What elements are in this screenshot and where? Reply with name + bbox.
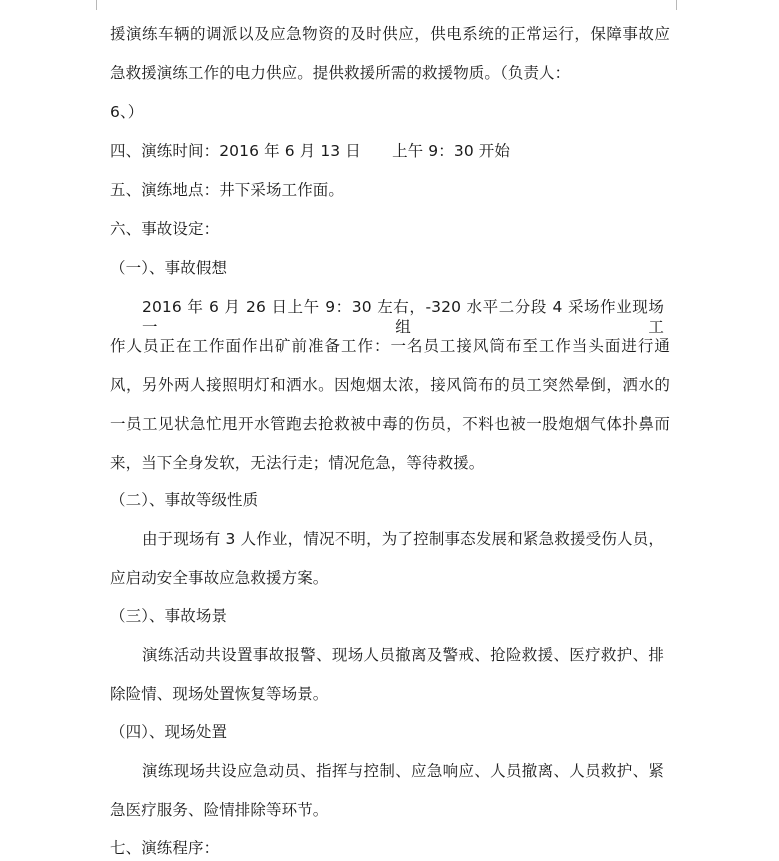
paragraph-line: 急医疗服务、险情排除等环节。 xyxy=(110,801,329,819)
section-heading-drill-time: 四、演练时间：2016 年 6 月 13 日 上午 9：30 开始 xyxy=(110,142,511,160)
section-heading-drill-procedure: 七、演练程序： xyxy=(110,839,220,857)
paragraph-line: 演练活动共设置事故报警、现场人员撤离及警戒、抢险救援、医疗救护、排 xyxy=(142,646,664,664)
paragraph-line: 援演练车辆的调派以及应急物资的及时供应，供电系统的正常运行，保障事故应 xyxy=(110,25,670,43)
paragraph-line: 演练现场共设应急动员、指挥与控制、应急响应、人员撤离、人员救护、紧 xyxy=(142,762,664,780)
paragraph-line: 一员工见状急忙甩开水管跑去抢救被中毒的伤员，不料也被一股炮烟气体扑鼻而 xyxy=(110,415,670,433)
paragraph-line: 来，当下全身发软，无法行走；情况危急，等待救援。 xyxy=(110,454,485,472)
subsection-heading-on-site-handling: （四）、现场处置 xyxy=(110,723,228,741)
paragraph-line: 急救援演练工作的电力供应。提供救援所需的救援物质。（负责人： xyxy=(110,64,571,82)
paragraph-line: 应启动安全事故应急救援方案。 xyxy=(110,569,329,587)
paragraph-line: 除险情、现场处置恢复等场景。 xyxy=(110,685,329,703)
page-corner-mark-right xyxy=(676,0,689,10)
paragraph-line: 作人员正在工作面作出矿前准备工作：一名员工接风筒布至工作当头面进行通 xyxy=(110,337,670,355)
paragraph-line: 由于现场有 3 人作业，情况不明，为了控制事态发展和紧急救援受伤人员， xyxy=(142,530,664,548)
section-heading-accident-setting: 六、事故设定： xyxy=(110,220,220,238)
subsection-heading-accident-scene: （三）、事故场景 xyxy=(110,607,228,625)
subsection-heading-accident-level: （二）、事故等级性质 xyxy=(110,491,259,509)
paragraph-line: 风，另外两人接照明灯和洒水。因炮烟太浓，接风筒布的员工突然晕倒，洒水的 xyxy=(110,376,670,394)
subsection-heading-accident-hypothesis: （一）、事故假想 xyxy=(110,259,228,277)
paragraph-line: 6、） xyxy=(110,103,144,121)
section-heading-drill-location: 五、演练地点：井下采场工作面。 xyxy=(110,181,345,199)
paragraph-line: 2016 年 6 月 26 日上午 9：30 左右，-320 水平二分段 4 采场作业现场一组工 xyxy=(142,298,664,336)
page-corner-mark-left xyxy=(84,0,97,10)
